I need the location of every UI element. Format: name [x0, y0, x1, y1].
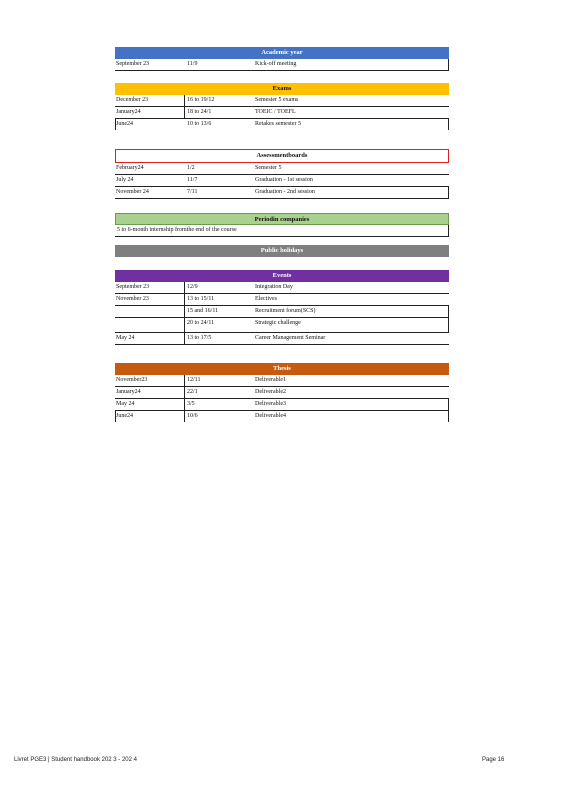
- row-date: 20 to 24/11: [187, 320, 215, 326]
- row-event: Graduation - 2nd session: [255, 189, 315, 195]
- row-event: Deliverable4: [255, 413, 286, 419]
- table-row: [115, 294, 449, 306]
- table-row: [115, 399, 449, 411]
- row-month: January24: [116, 389, 141, 395]
- table-row: [115, 107, 449, 119]
- table-row: [115, 387, 449, 399]
- row-event: Semester 5: [255, 165, 282, 171]
- row-date: 3/5: [187, 401, 195, 407]
- public-holidays-section: [115, 245, 449, 257]
- row-date: 13 to 17/5: [187, 335, 212, 341]
- academic-year-section: [115, 47, 449, 71]
- row-month: November23: [116, 377, 148, 383]
- thesis-header: Thesis: [115, 363, 449, 375]
- row-date: 16 to 19/12: [187, 97, 215, 103]
- row-month: November 24: [116, 189, 149, 195]
- row-date: 13 to 15/11: [187, 296, 215, 302]
- row-month: September 23: [116, 61, 150, 67]
- row-event: Deliverable3: [255, 401, 286, 407]
- row-event: Semester 5 exams: [255, 97, 299, 103]
- row-event: Deliverable2: [255, 389, 286, 395]
- table-row: [115, 375, 449, 387]
- row-month: June24: [116, 413, 133, 419]
- table-row: [115, 59, 449, 71]
- internship-text: 5 to 6-month internship fromthe end of the course: [117, 227, 237, 233]
- period-in-companies-header: Periodin companies: [115, 213, 449, 225]
- table-row: [115, 95, 449, 107]
- table-row: [115, 175, 449, 187]
- row-month: December 23: [116, 97, 149, 103]
- row-month: January24: [116, 109, 141, 115]
- period-in-companies-section: [115, 213, 449, 237]
- table-row: [115, 306, 449, 318]
- public-holidays-header: Public holidays: [115, 245, 449, 257]
- row-date: 18 to 24/1: [187, 109, 212, 115]
- row-date: 12/11: [187, 377, 201, 383]
- table-row: [115, 187, 449, 199]
- row-event: Deliverable1: [255, 377, 286, 383]
- row-date: 10 to 13/6: [187, 121, 212, 127]
- row-event: Retakes semester 5: [255, 121, 301, 127]
- row-event: Recruitment forum(SCS): [255, 308, 316, 314]
- exams-header: Exams: [115, 83, 449, 95]
- table-row: [115, 282, 449, 294]
- row-date: 11/7: [187, 177, 198, 183]
- assessment-boards-section: [115, 149, 449, 199]
- row-date: 15 and 16/11: [187, 308, 219, 314]
- row-month: May 24: [116, 335, 135, 341]
- row-date: 7/11: [187, 189, 198, 195]
- events-section: [115, 270, 449, 345]
- row-event: Career Management Seminar: [255, 335, 326, 341]
- row-month: February24: [116, 165, 144, 171]
- row-event: Strategic challenge: [255, 320, 301, 326]
- table-row: [115, 318, 449, 333]
- footer-handbook-title: Livret PGE3 | Student handbook 202 3 - 202 4: [14, 757, 137, 763]
- events-header: Events: [115, 270, 449, 282]
- row-date: 1/2: [187, 165, 195, 171]
- row-date: 12/9: [187, 284, 198, 290]
- table-row: [115, 119, 449, 130]
- table-row: [115, 163, 449, 175]
- row-event: TOEIC / TOEFL: [255, 109, 296, 115]
- exams-section: [115, 83, 449, 130]
- row-month: May 24: [116, 401, 135, 407]
- table-row: [115, 411, 449, 422]
- row-month: September 23: [116, 284, 150, 290]
- row-month: November 23: [116, 296, 149, 302]
- row-date: 22/1: [187, 389, 198, 395]
- row-event: Integration Day: [255, 284, 293, 290]
- thesis-section: [115, 363, 449, 422]
- row-event: Kick-off meeting: [255, 61, 297, 67]
- academic-year-header: Academic year: [115, 47, 449, 59]
- row-date: 11/9: [187, 61, 198, 67]
- page-number: Page 16: [482, 757, 505, 763]
- row-event: Graduation - 1st session: [255, 177, 313, 183]
- row-event: Electives: [255, 296, 277, 302]
- row-month: June24: [116, 121, 133, 127]
- row-date: 10/6: [187, 413, 198, 419]
- row-month: July 24: [116, 177, 134, 183]
- assessment-boards-header: Assessmentboards: [115, 149, 449, 163]
- table-row: [115, 333, 449, 345]
- table-row: [115, 225, 449, 237]
